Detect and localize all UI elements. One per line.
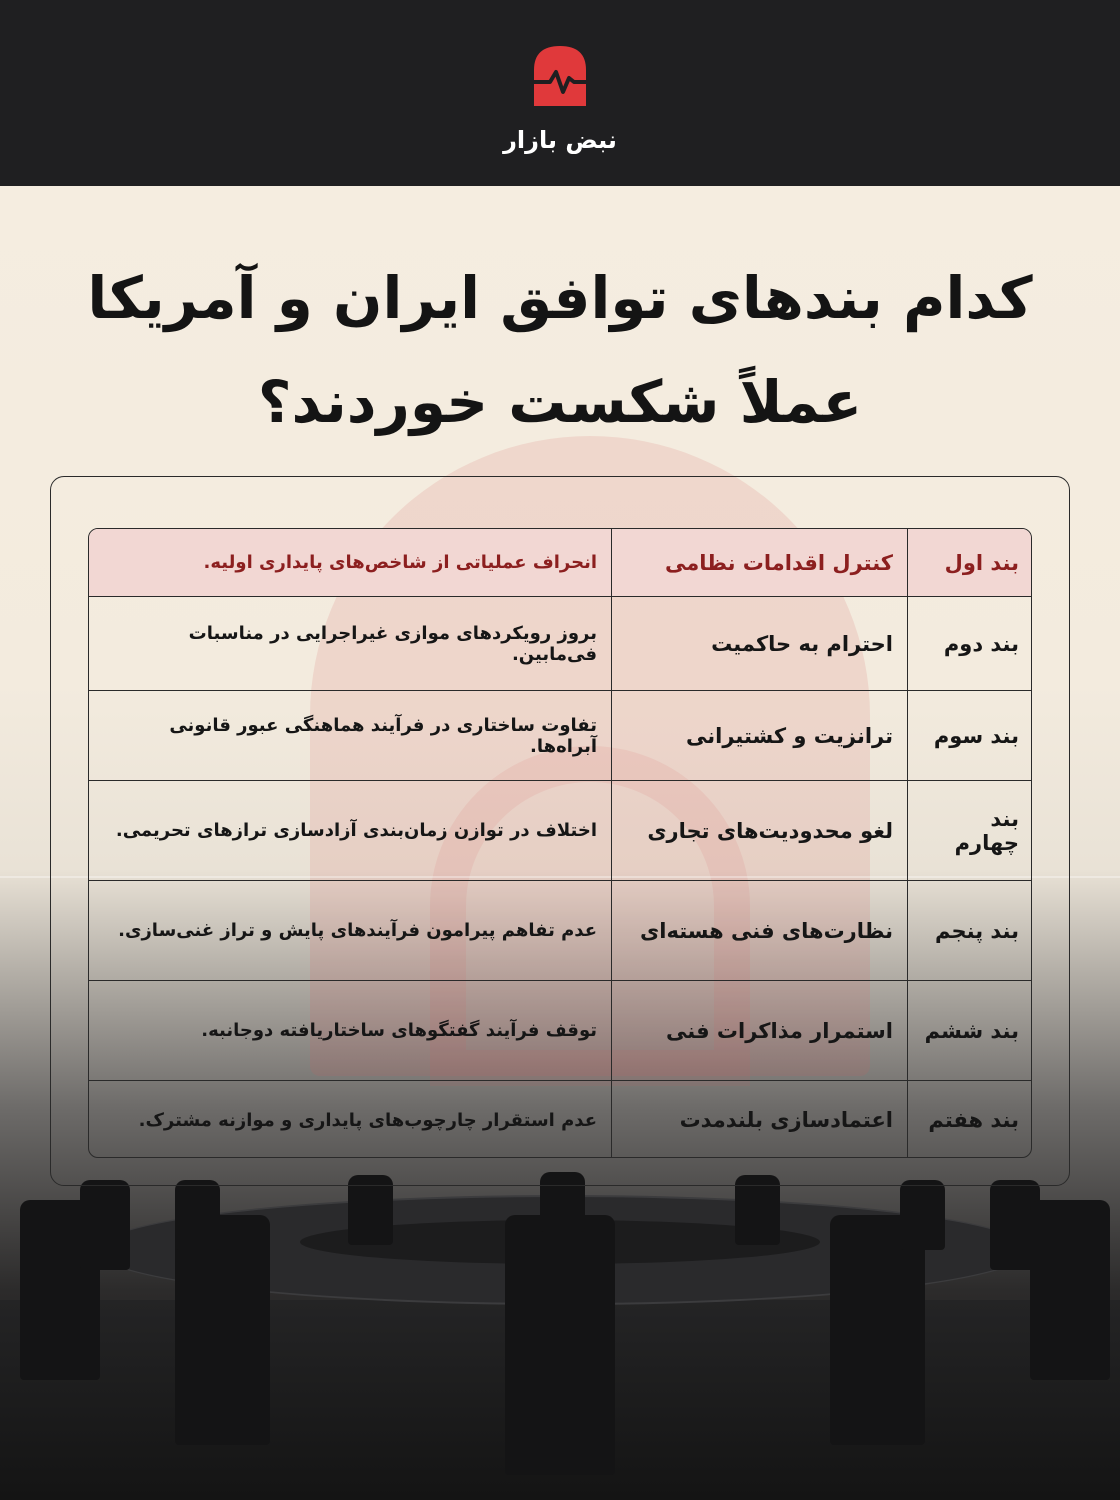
clause-cell: بند هفتم bbox=[907, 1081, 1032, 1158]
topic-cell: نظارت‌های فنی هسته‌ای bbox=[611, 881, 907, 980]
table-row bbox=[89, 529, 1032, 597]
chair bbox=[900, 1180, 945, 1250]
table-row bbox=[89, 781, 1032, 881]
clause-cell: بند ششم bbox=[907, 981, 1032, 1080]
clause-cell: بند پنجم bbox=[907, 881, 1032, 980]
topic-cell: لغو محدودیت‌های تجاری bbox=[611, 781, 907, 880]
result-cell: تفاوت ساختاری در فرآیند هماهنگی عبور قانونی آبراه‌ها. bbox=[169, 714, 597, 757]
result-cell: عدم استقرار چارچوب‌های پایداری و موازنه مشترک. bbox=[138, 1109, 597, 1131]
clause-cell: بند دوم bbox=[907, 597, 1032, 690]
topic-cell: ترانزیت و کشتیرانی bbox=[611, 691, 907, 780]
table-row bbox=[89, 1081, 1032, 1158]
brand-name: نبض بازار bbox=[503, 126, 617, 154]
topic-cell: کنترل اقدامات نظامی bbox=[611, 529, 907, 596]
result-cell: عدم تفاهم پیرامون فرآیندهای پایش و تراز غنی‌سازی. bbox=[118, 920, 597, 941]
result-cell: اختلاف در توازن زمان‌بندی آزادسازی ترازهای تحریمی. bbox=[115, 820, 597, 841]
pulse-logo-icon bbox=[530, 42, 590, 108]
page-title bbox=[40, 246, 1080, 454]
clause-cell: بند سوم bbox=[907, 691, 1032, 780]
chair bbox=[1030, 1200, 1110, 1380]
chair bbox=[175, 1180, 220, 1250]
table-row bbox=[89, 881, 1032, 981]
topic-cell: احترام به حاکمیت bbox=[611, 597, 907, 690]
result-cell: انحراف عملیاتی از شاخص‌های پایداری اولیه. bbox=[203, 552, 597, 573]
brand-header bbox=[0, 0, 1120, 186]
topic-cell: استمرار مذاکرات فنی bbox=[611, 981, 907, 1080]
topic-cell: اعتمادسازی بلندمدت bbox=[611, 1081, 907, 1158]
title-line-2: عملاً شکست خوردند؟ bbox=[257, 368, 863, 436]
table-row bbox=[89, 691, 1032, 781]
table-row bbox=[89, 981, 1032, 1081]
table-row bbox=[89, 597, 1032, 691]
result-cell: توقف فرآیند گفتگوهای ساختاریافته دوجانبه. bbox=[201, 1020, 597, 1041]
chair bbox=[505, 1215, 615, 1475]
clauses-table bbox=[88, 528, 1032, 1158]
chair bbox=[80, 1180, 130, 1270]
result-cell: بروز رویکردهای موازی غیراجرایی در مناسبات فی‌مابین. bbox=[188, 622, 597, 665]
title-line-1: کدام بندهای توافق ایران و آمریکا bbox=[87, 264, 1033, 332]
clause-cell: بند اول bbox=[907, 529, 1032, 596]
clause-cell: بند چهارم bbox=[907, 781, 1032, 880]
